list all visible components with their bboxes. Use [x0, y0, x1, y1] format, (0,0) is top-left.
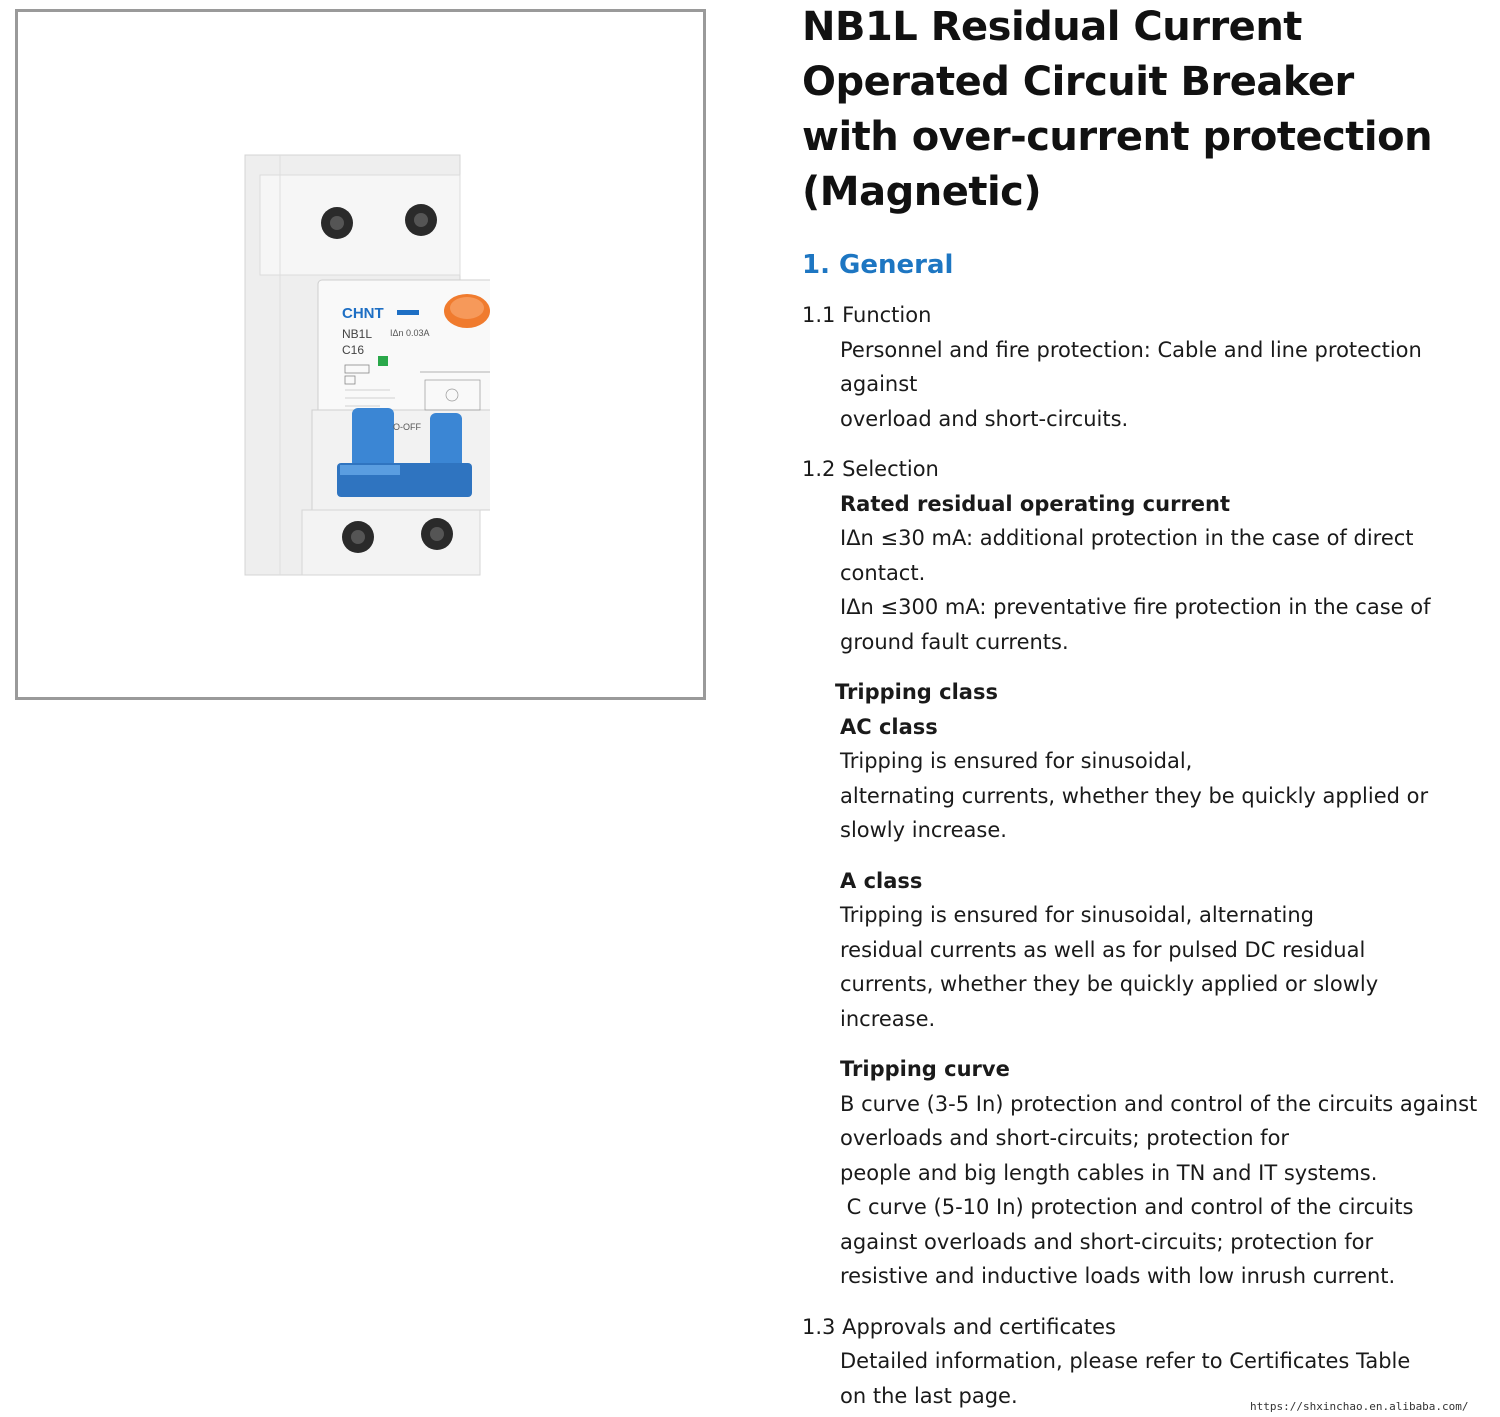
- rated-current-heading: Rated residual operating current: [840, 491, 1231, 516]
- a-line: Tripping is ensured for sinusoidal, alternating: [840, 903, 1315, 927]
- function-heading: 1.1 Function: [802, 303, 932, 327]
- ac-class-heading: AC class: [840, 714, 938, 739]
- tripping-curve-body: [840, 1052, 1492, 1294]
- approvals-heading: 1.3 Approvals and certificates: [802, 1314, 1116, 1339]
- product-photo-frame: [15, 9, 706, 700]
- ac-class-body: [840, 710, 1492, 848]
- a-class-heading: A class: [840, 868, 923, 893]
- curve-line: overloads and short-circuits; protection for: [840, 1126, 1290, 1150]
- curve-line: people and big length cables in TN and IT systems.: [840, 1160, 1378, 1185]
- title-line: Operated Circuit Breaker: [802, 59, 1354, 105]
- toggle-right: [430, 413, 462, 469]
- ac-line: alternating currents, whether they be quickly applied or: [840, 783, 1429, 808]
- a-class-body: [840, 864, 1492, 1037]
- rated-line: ground fault currents.: [840, 629, 1069, 654]
- rated-line: IΔn ≤300 mA: preventative fire protection in the case of: [840, 595, 1431, 619]
- a-line: residual currents as well as for pulsed DC residual: [840, 937, 1366, 962]
- title-line: NB1L Residual Current: [802, 4, 1302, 50]
- function-line: Personnel and fire protection: Cable and line protection: [840, 337, 1422, 362]
- function-line: against: [840, 372, 918, 396]
- function-body: [840, 333, 1492, 437]
- tripping-curve-heading: Tripping curve: [840, 1057, 1010, 1081]
- rated-line: contact.: [840, 560, 926, 585]
- a-line: increase.: [840, 1006, 936, 1031]
- circuit-breaker-image: [240, 150, 490, 580]
- curve-line: against overloads and short-circuits; protection for: [840, 1229, 1374, 1254]
- general-heading: 1. General: [802, 250, 954, 280]
- curve-line: resistive and inductive loads with low inrush current.: [840, 1264, 1396, 1288]
- idn-label: IΔn 0.03A: [390, 328, 430, 338]
- toggle-off-label: O-OFF: [393, 422, 421, 432]
- footer-url[interactable]: https://shxinchao.en.alibaba.com/: [1250, 1400, 1469, 1413]
- title-line: with over-current protection: [802, 114, 1433, 160]
- title-line: (Magnetic): [802, 169, 1042, 215]
- function-line: overload and short-circuits.: [840, 406, 1129, 431]
- rating-label: C16: [342, 343, 365, 357]
- page-title: [802, 0, 1492, 220]
- ac-line: Tripping is ensured for sinusoidal,: [840, 749, 1193, 773]
- rated-line: IΔn ≤30 mA: additional protection in the case of direct: [840, 526, 1414, 550]
- brand-label: CHNT: [342, 305, 384, 322]
- curve-line: B curve (3-5 In) protection and control of the circuits against: [840, 1091, 1478, 1116]
- tripping-class-heading: Tripping class: [835, 680, 998, 704]
- selection-body: [840, 487, 1492, 660]
- selection-heading: 1.2 Selection: [802, 457, 939, 481]
- approvals-line: Detailed information, please refer to Certificates Table: [840, 1349, 1411, 1373]
- approvals-line: on the last page.: [840, 1383, 1018, 1408]
- toggle-left: [352, 408, 394, 468]
- ac-line: slowly increase.: [840, 818, 1007, 842]
- a-line: currents, whether they be quickly applied or slowly: [840, 972, 1379, 996]
- curve-line: C curve (5-10 In) protection and control of the circuits: [840, 1195, 1414, 1219]
- spec-content: [802, 0, 1492, 1413]
- model-label: NB1L: [342, 327, 373, 341]
